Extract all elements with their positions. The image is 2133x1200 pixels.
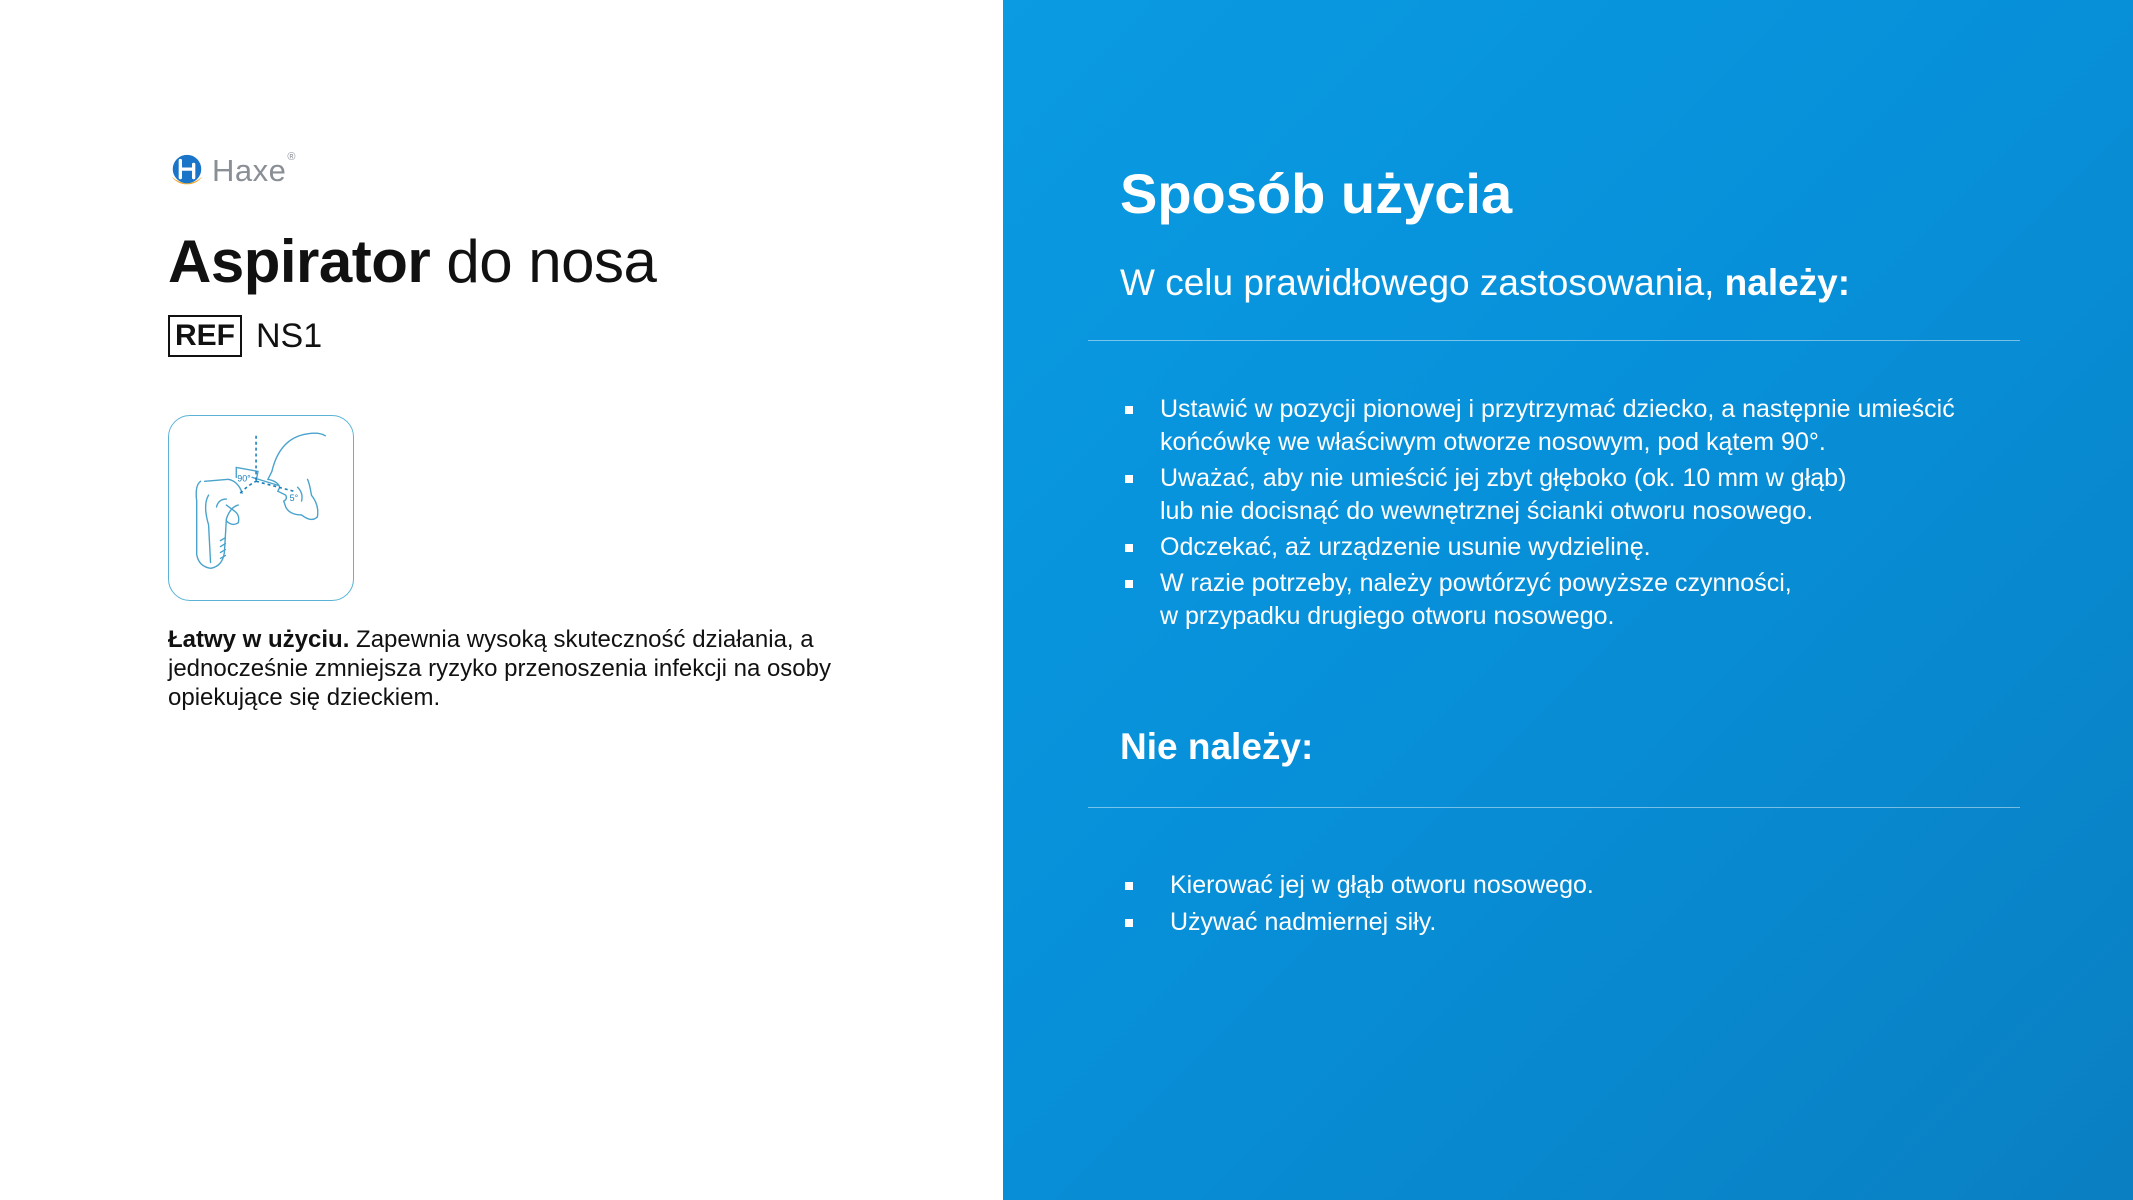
list-item xyxy=(1120,869,1594,902)
step-line-1: Uważać, aby nie umieścić jej zbyt głęboko (ok. 10 mm w głąb) xyxy=(1160,464,1847,492)
ref-value: NS1 xyxy=(256,316,323,355)
usage-steps-list xyxy=(1120,393,1955,636)
dont-item-text: Używać nadmiernej siły. xyxy=(1170,908,1437,936)
bullet-square-icon xyxy=(1125,882,1133,890)
dont-title: Nie należy: xyxy=(1120,726,1314,767)
description-lead: Łatwy w użyciu. xyxy=(168,626,350,653)
usage-panel xyxy=(1003,0,2133,1200)
usage-title: Sposób użycia xyxy=(1120,162,1513,225)
ref-label: REF xyxy=(168,315,242,357)
product-title xyxy=(168,226,656,298)
step-line-2: lub nie docisnąć do wewnętrznej ścianki otworu nosowego. xyxy=(1160,497,1814,525)
nasal-aspirator-usage-illustration-icon xyxy=(169,416,353,600)
usage-subtitle-regular: W celu prawidłowego zastosowania, xyxy=(1120,262,1725,303)
registered-mark: ® xyxy=(287,151,296,163)
bullet-square-icon xyxy=(1125,406,1133,414)
list-item xyxy=(1120,567,1955,633)
step-line-1: Ustawić w pozycji pionowej i przytrzymać dziecko, a następnie umieścić xyxy=(1160,395,1955,423)
bullet-square-icon xyxy=(1125,475,1133,483)
left-panel xyxy=(0,0,1003,1200)
step-line-2: końcówkę we właściwym otworze nosowym, pod kątem 90°. xyxy=(1160,428,1826,456)
brand-logo xyxy=(168,150,295,192)
step-line-2: w przypadku drugiego otworu nosowego. xyxy=(1160,602,1615,630)
product-description xyxy=(168,625,848,712)
list-item xyxy=(1120,393,1955,459)
description-text: Zapewnia wysoką skuteczność działania, a jednocześnie zmniejsza ryzyko przenoszenia infekcji na osoby opiekujące się dzieckiem. xyxy=(168,626,831,711)
usage-subtitle xyxy=(1120,260,1850,306)
step-line-1: W razie potrzeby, należy powtórzyć powyższe czynności, xyxy=(1160,569,1792,597)
angle-5-label: 5° xyxy=(289,493,299,504)
list-item xyxy=(1120,531,1955,564)
product-title-rest: do nosa xyxy=(430,228,657,295)
dont-list xyxy=(1120,869,1594,943)
step-line-1: Odczekać, aż urządzenie usunie wydzielinę. xyxy=(1160,533,1651,561)
bullet-square-icon xyxy=(1125,580,1133,588)
usage-illustration-card xyxy=(168,415,354,601)
list-item xyxy=(1120,906,1594,939)
dont-item-text: Kierować jej w głąb otworu nosowego. xyxy=(1170,871,1594,899)
product-title-bold: Aspirator xyxy=(168,228,431,295)
bullet-square-icon xyxy=(1125,919,1133,927)
dont-divider xyxy=(1088,807,2020,808)
usage-subtitle-bold: należy: xyxy=(1724,262,1851,303)
bullet-square-icon xyxy=(1125,544,1133,552)
ref-block xyxy=(168,315,322,357)
usage-divider xyxy=(1088,340,2020,341)
list-item xyxy=(1120,462,1955,528)
brand-name: Haxe xyxy=(212,153,287,188)
haxe-logo-icon xyxy=(168,152,206,190)
angle-90-label: 90° xyxy=(237,473,251,484)
